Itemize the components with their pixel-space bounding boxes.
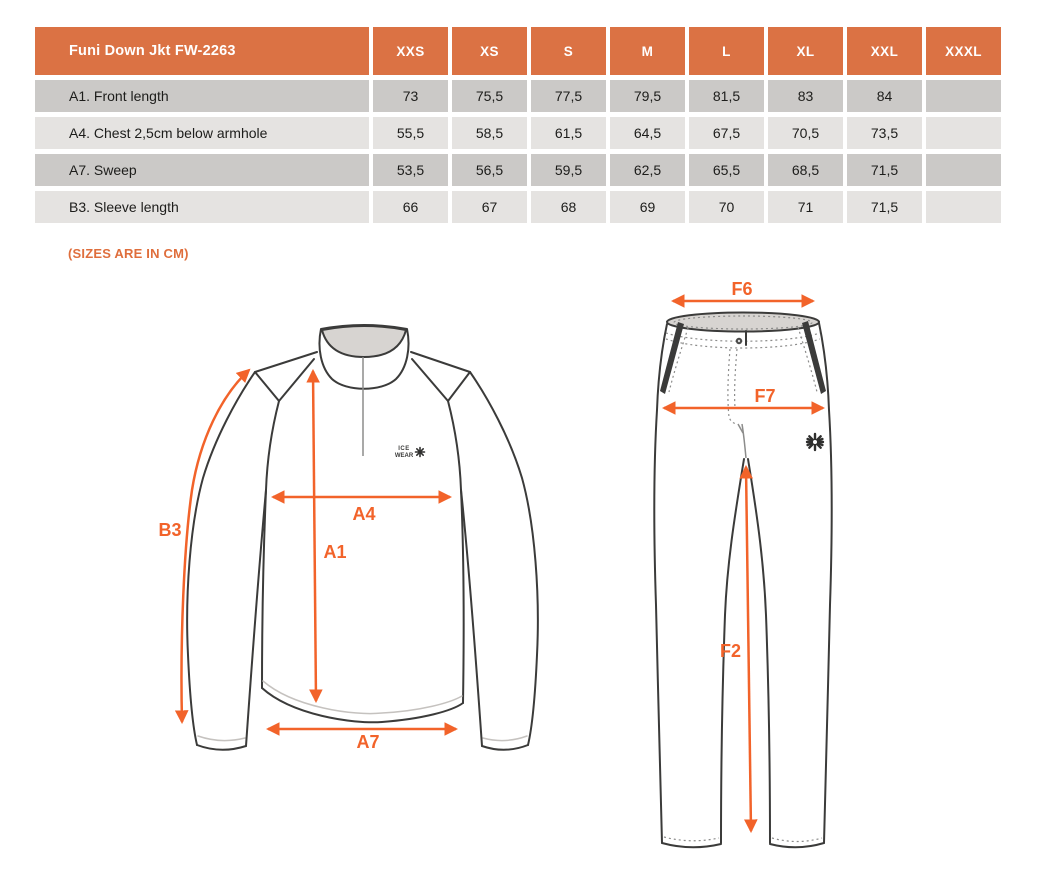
a7-label: A7	[356, 732, 380, 752]
size-value-cell: 64,5	[610, 117, 685, 149]
size-value-cell: 61,5	[531, 117, 606, 149]
size-value-cell: 84	[847, 80, 922, 112]
size-chart-table	[31, 22, 1005, 228]
b3-label: B3	[158, 520, 182, 540]
f7-label: F7	[754, 386, 776, 406]
a1-label: A1	[323, 542, 347, 562]
col-header-l: L	[689, 27, 764, 75]
f6-label: F6	[731, 279, 753, 299]
f2-inseam-arrow	[746, 467, 751, 831]
size-value-cell: 58,5	[452, 117, 527, 149]
size-value-cell: 79,5	[610, 80, 685, 112]
size-value-cell: 65,5	[689, 154, 764, 186]
row-label: A1. Front length	[35, 80, 369, 112]
size-chart-header-row	[35, 27, 1001, 75]
size-value-cell: 59,5	[531, 154, 606, 186]
size-value-cell: 73,5	[847, 117, 922, 149]
product-title: Funi Down Jkt FW-2263	[35, 27, 369, 75]
size-value-cell: 66	[373, 191, 448, 223]
size-value-cell	[926, 191, 1001, 223]
size-value-cell: 77,5	[531, 80, 606, 112]
left-pocket-opening	[660, 322, 684, 394]
size-value-cell: 68	[531, 191, 606, 223]
snowflake-logo-icon	[807, 434, 823, 450]
col-header-s: S	[531, 27, 606, 75]
pants-diagram	[654, 279, 832, 847]
size-value-cell: 75,5	[452, 80, 527, 112]
size-value-cell: 69	[610, 191, 685, 223]
col-header-xxxl: XXXL	[926, 27, 1001, 75]
size-value-cell	[926, 117, 1001, 149]
col-header-m: M	[610, 27, 685, 75]
measurement-diagram	[0, 270, 1038, 893]
size-value-cell: 70,5	[768, 117, 843, 149]
logo-text-line1: ICE	[398, 446, 410, 452]
pants-outline	[654, 313, 832, 848]
jacket-diagram	[158, 325, 537, 752]
row-label: B3. Sleeve length	[35, 191, 369, 223]
a1-front-length-arrow	[313, 371, 316, 701]
size-value-cell	[926, 80, 1001, 112]
size-value-cell: 55,5	[373, 117, 448, 149]
jacket-measurements	[158, 370, 456, 752]
icewear-chest-logo	[395, 446, 425, 459]
size-value-cell: 81,5	[689, 80, 764, 112]
size-value-cell: 71,5	[847, 191, 922, 223]
table-row-sweep	[35, 154, 1001, 186]
logo-text-line2: WEAR	[394, 453, 414, 459]
pants-measurements	[664, 279, 823, 831]
col-header-xxs: XXS	[373, 27, 448, 75]
right-pocket-opening	[802, 321, 826, 394]
size-value-cell	[926, 154, 1001, 186]
size-value-cell: 73	[373, 80, 448, 112]
col-header-xl: XL	[768, 27, 843, 75]
size-value-cell: 62,5	[610, 154, 685, 186]
size-value-cell: 53,5	[373, 154, 448, 186]
table-row-front-length	[35, 80, 1001, 112]
row-label: A4. Chest 2,5cm below armhole	[35, 117, 369, 149]
size-value-cell: 67	[452, 191, 527, 223]
size-value-cell: 71,5	[847, 154, 922, 186]
table-row-sleeve-length	[35, 191, 1001, 223]
size-value-cell: 68,5	[768, 154, 843, 186]
f2-label: F2	[719, 641, 741, 661]
table-row-chest	[35, 117, 1001, 149]
col-header-xxl: XXL	[847, 27, 922, 75]
snowflake-logo-icon	[416, 448, 425, 457]
sizes-in-cm-note: (SIZES ARE IN CM)	[68, 246, 189, 261]
size-value-cell: 67,5	[689, 117, 764, 149]
a4-label: A4	[352, 504, 376, 524]
waist-opening	[667, 313, 819, 332]
size-value-cell: 83	[768, 80, 843, 112]
jacket-outline	[187, 325, 538, 750]
size-value-cell: 70	[689, 191, 764, 223]
size-value-cell: 56,5	[452, 154, 527, 186]
row-label: A7. Sweep	[35, 154, 369, 186]
col-header-xs: XS	[452, 27, 527, 75]
size-value-cell: 71	[768, 191, 843, 223]
